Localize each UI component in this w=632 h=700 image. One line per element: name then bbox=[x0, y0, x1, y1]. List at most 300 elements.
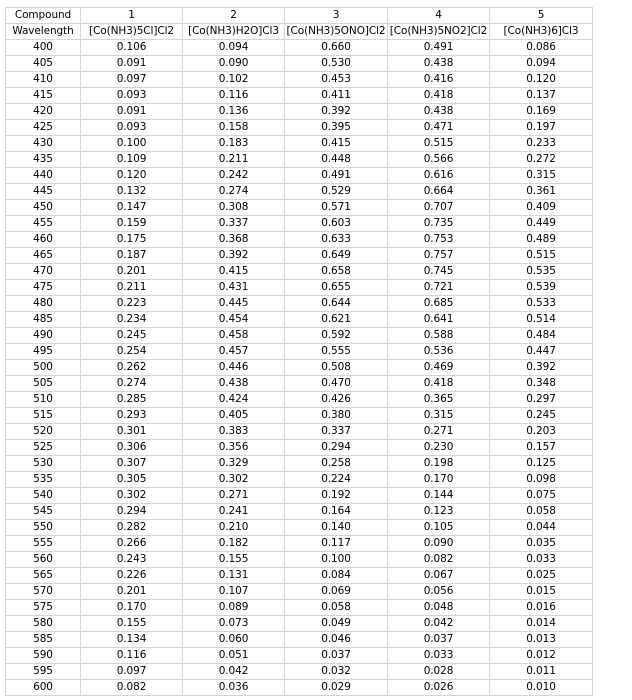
spreadsheet bbox=[5, 7, 593, 696]
wavelength-cell[interactable]: 480 bbox=[6, 296, 81, 312]
absorbance-cell[interactable]: 0.641 bbox=[388, 312, 490, 328]
absorbance-cell[interactable]: 0.315 bbox=[388, 408, 490, 424]
absorbance-cell[interactable]: 0.084 bbox=[285, 568, 388, 584]
table-body bbox=[6, 8, 593, 696]
absorbance-cell[interactable]: 0.395 bbox=[285, 120, 388, 136]
absorbance-cell[interactable]: 0.032 bbox=[285, 664, 388, 680]
table-row bbox=[6, 120, 593, 136]
absorbance-cell[interactable]: 0.197 bbox=[490, 120, 593, 136]
wavelength-cell[interactable]: 405 bbox=[6, 56, 81, 72]
wavelength-cell[interactable]: 450 bbox=[6, 200, 81, 216]
absorbance-cell[interactable]: 0.014 bbox=[490, 616, 593, 632]
absorbance-cell[interactable]: 0.533 bbox=[490, 296, 593, 312]
absorbance-cell[interactable]: 0.033 bbox=[388, 648, 490, 664]
absorbance-cell[interactable]: 0.058 bbox=[285, 600, 388, 616]
table-row bbox=[6, 104, 593, 120]
absorbance-cell[interactable]: 0.102 bbox=[183, 72, 285, 88]
wavelength-cell[interactable]: 545 bbox=[6, 504, 81, 520]
absorbance-cell[interactable]: 0.445 bbox=[183, 296, 285, 312]
wavelength-cell[interactable]: 415 bbox=[6, 88, 81, 104]
absorbance-cell[interactable]: 0.137 bbox=[490, 88, 593, 104]
table-row bbox=[6, 72, 593, 88]
header-cell-formula-5[interactable]: [Co(NH3)6]Cl3 bbox=[490, 24, 593, 40]
wavelength-cell[interactable]: 455 bbox=[6, 216, 81, 232]
absorbance-cell[interactable]: 0.100 bbox=[81, 136, 183, 152]
absorbance-cell[interactable]: 0.438 bbox=[388, 56, 490, 72]
table-row bbox=[6, 584, 593, 600]
table-row bbox=[6, 536, 593, 552]
absorbance-cell[interactable]: 0.418 bbox=[388, 376, 490, 392]
absorbance-cell[interactable]: 0.026 bbox=[388, 680, 490, 696]
absorbance-cell[interactable]: 0.405 bbox=[183, 408, 285, 424]
absorbance-cell[interactable]: 0.446 bbox=[183, 360, 285, 376]
absorbance-cell[interactable]: 0.415 bbox=[183, 264, 285, 280]
absorbance-cell[interactable]: 0.015 bbox=[490, 584, 593, 600]
table-row bbox=[6, 520, 593, 536]
absorbance-cell[interactable]: 0.301 bbox=[81, 424, 183, 440]
table-row bbox=[6, 456, 593, 472]
absorbance-cell[interactable]: 0.042 bbox=[388, 616, 490, 632]
table-row bbox=[6, 616, 593, 632]
absorbance-cell[interactable]: 0.392 bbox=[490, 360, 593, 376]
table-row bbox=[6, 648, 593, 664]
absorbance-cell[interactable]: 0.094 bbox=[183, 40, 285, 56]
absorbance-cell[interactable]: 0.051 bbox=[183, 648, 285, 664]
absorbance-cell[interactable]: 0.245 bbox=[81, 328, 183, 344]
absorbance-cell[interactable]: 0.368 bbox=[183, 232, 285, 248]
absorbance-cell[interactable]: 0.098 bbox=[490, 472, 593, 488]
absorbance-cell[interactable]: 0.132 bbox=[81, 184, 183, 200]
table-row bbox=[6, 488, 593, 504]
absorbance-cell[interactable]: 0.144 bbox=[388, 488, 490, 504]
absorbance-cell[interactable]: 0.753 bbox=[388, 232, 490, 248]
table-row bbox=[6, 248, 593, 264]
table-row bbox=[6, 680, 593, 696]
absorbance-cell[interactable]: 0.588 bbox=[388, 328, 490, 344]
header-cell-formula-2[interactable]: [Co(NH3)H2O]Cl3 bbox=[183, 24, 285, 40]
wavelength-cell[interactable]: 590 bbox=[6, 648, 81, 664]
absorbance-cell[interactable]: 0.266 bbox=[81, 536, 183, 552]
absorbance-cell[interactable]: 0.091 bbox=[81, 104, 183, 120]
absorbance-cell[interactable]: 0.140 bbox=[285, 520, 388, 536]
absorbance-cell[interactable]: 0.091 bbox=[81, 56, 183, 72]
absorbance-cell[interactable]: 0.644 bbox=[285, 296, 388, 312]
absorbance-cell[interactable]: 0.090 bbox=[388, 536, 490, 552]
absorbance-cell[interactable]: 0.175 bbox=[81, 232, 183, 248]
absorbance-cell[interactable]: 0.453 bbox=[285, 72, 388, 88]
header-cell-formula-4[interactable]: [Co(NH3)5NO2]Cl2 bbox=[388, 24, 490, 40]
absorbance-cell[interactable]: 0.302 bbox=[183, 472, 285, 488]
absorbance-cell[interactable]: 0.155 bbox=[183, 552, 285, 568]
absorbance-cell[interactable]: 0.655 bbox=[285, 280, 388, 296]
table-row bbox=[6, 664, 593, 680]
table-row bbox=[6, 40, 593, 56]
absorbance-cell[interactable]: 0.069 bbox=[285, 584, 388, 600]
absorbance-cell[interactable]: 0.415 bbox=[285, 136, 388, 152]
absorbance-cell[interactable]: 0.418 bbox=[388, 88, 490, 104]
absorbance-cell[interactable]: 0.073 bbox=[183, 616, 285, 632]
table-row bbox=[6, 296, 593, 312]
absorbance-cell[interactable]: 0.535 bbox=[490, 264, 593, 280]
absorbance-cell[interactable]: 0.438 bbox=[183, 376, 285, 392]
absorbance-cell[interactable]: 0.164 bbox=[285, 504, 388, 520]
absorbance-cell[interactable]: 0.649 bbox=[285, 248, 388, 264]
absorbance-cell[interactable]: 0.529 bbox=[285, 184, 388, 200]
absorbance-cell[interactable]: 0.198 bbox=[388, 456, 490, 472]
absorbance-cell[interactable]: 0.707 bbox=[388, 200, 490, 216]
wavelength-cell[interactable]: 550 bbox=[6, 520, 81, 536]
absorbance-cell[interactable]: 0.036 bbox=[183, 680, 285, 696]
absorbance-cell[interactable]: 0.258 bbox=[285, 456, 388, 472]
absorbance-cell[interactable]: 0.294 bbox=[81, 504, 183, 520]
absorbance-cell[interactable]: 0.224 bbox=[285, 472, 388, 488]
absorbance-cell[interactable]: 0.539 bbox=[490, 280, 593, 296]
header-cell-compound-4[interactable]: 4 bbox=[388, 8, 490, 24]
absorbance-cell[interactable]: 0.337 bbox=[183, 216, 285, 232]
absorbance-cell[interactable]: 0.337 bbox=[285, 424, 388, 440]
wavelength-cell[interactable]: 445 bbox=[6, 184, 81, 200]
wavelength-cell[interactable]: 525 bbox=[6, 440, 81, 456]
absorbance-cell[interactable]: 0.134 bbox=[81, 632, 183, 648]
absorbance-cell[interactable]: 0.223 bbox=[81, 296, 183, 312]
table-row bbox=[6, 56, 593, 72]
absorbance-cell[interactable]: 0.664 bbox=[388, 184, 490, 200]
absorbance-cell[interactable]: 0.012 bbox=[490, 648, 593, 664]
absorbance-cell[interactable]: 0.120 bbox=[490, 72, 593, 88]
absorbance-cell[interactable]: 0.515 bbox=[490, 248, 593, 264]
header-cell-formula-3[interactable]: [Co(NH3)5ONO]Cl2 bbox=[285, 24, 388, 40]
wavelength-cell[interactable]: 565 bbox=[6, 568, 81, 584]
absorbance-cell[interactable]: 0.203 bbox=[490, 424, 593, 440]
header-cell-formula-1[interactable]: [Co(NH3)5Cl]Cl2 bbox=[81, 24, 183, 40]
absorbance-cell[interactable]: 0.097 bbox=[81, 72, 183, 88]
table-row bbox=[6, 472, 593, 488]
table-row bbox=[6, 200, 593, 216]
absorbance-cell[interactable]: 0.037 bbox=[388, 632, 490, 648]
wavelength-cell[interactable]: 520 bbox=[6, 424, 81, 440]
absorbance-cell[interactable]: 0.230 bbox=[388, 440, 490, 456]
absorbance-cell[interactable]: 0.187 bbox=[81, 248, 183, 264]
table-row bbox=[6, 360, 593, 376]
absorbance-cell[interactable]: 0.431 bbox=[183, 280, 285, 296]
absorbance-cell[interactable]: 0.392 bbox=[183, 248, 285, 264]
absorbance-cell[interactable]: 0.028 bbox=[388, 664, 490, 680]
absorbance-cell[interactable]: 0.416 bbox=[388, 72, 490, 88]
absorbance-cell[interactable]: 0.033 bbox=[490, 552, 593, 568]
absorbance-cell[interactable]: 0.159 bbox=[81, 216, 183, 232]
absorbance-cell[interactable]: 0.447 bbox=[490, 344, 593, 360]
absorbance-cell[interactable]: 0.365 bbox=[388, 392, 490, 408]
absorbance-cell[interactable]: 0.306 bbox=[81, 440, 183, 456]
header-cell-wavelength-label[interactable]: Wavelength bbox=[6, 24, 81, 40]
absorbance-cell[interactable]: 0.242 bbox=[183, 168, 285, 184]
absorbance-cell[interactable]: 0.470 bbox=[285, 376, 388, 392]
table-row bbox=[6, 88, 593, 104]
absorbance-cell[interactable]: 0.016 bbox=[490, 600, 593, 616]
absorbance-cell[interactable]: 0.183 bbox=[183, 136, 285, 152]
absorbance-cell[interactable]: 0.067 bbox=[388, 568, 490, 584]
header-cell-compound-label[interactable]: Compound bbox=[6, 8, 81, 24]
table-row bbox=[6, 600, 593, 616]
header-cell-compound-5[interactable]: 5 bbox=[490, 8, 593, 24]
wavelength-cell[interactable]: 435 bbox=[6, 152, 81, 168]
table-row bbox=[6, 504, 593, 520]
wavelength-cell[interactable]: 460 bbox=[6, 232, 81, 248]
absorbance-cell[interactable]: 0.514 bbox=[490, 312, 593, 328]
wavelength-cell[interactable]: 585 bbox=[6, 632, 81, 648]
absorbance-cell[interactable]: 0.107 bbox=[183, 584, 285, 600]
absorbance-cell[interactable]: 0.356 bbox=[183, 440, 285, 456]
absorbance-cell[interactable]: 0.592 bbox=[285, 328, 388, 344]
wavelength-cell[interactable]: 540 bbox=[6, 488, 81, 504]
absorbance-cell[interactable]: 0.348 bbox=[490, 376, 593, 392]
absorbance-cell[interactable]: 0.383 bbox=[183, 424, 285, 440]
wavelength-cell[interactable]: 420 bbox=[6, 104, 81, 120]
absorbance-cell[interactable]: 0.058 bbox=[490, 504, 593, 520]
absorbance-cell[interactable]: 0.658 bbox=[285, 264, 388, 280]
absorbance-cell[interactable]: 0.489 bbox=[490, 232, 593, 248]
absorbance-cell[interactable]: 0.621 bbox=[285, 312, 388, 328]
absorbance-cell[interactable]: 0.293 bbox=[81, 408, 183, 424]
absorbance-cell[interactable]: 0.233 bbox=[490, 136, 593, 152]
absorbance-cell[interactable]: 0.090 bbox=[183, 56, 285, 72]
absorbance-cell[interactable]: 0.170 bbox=[388, 472, 490, 488]
wavelength-cell[interactable]: 430 bbox=[6, 136, 81, 152]
wavelength-cell[interactable]: 465 bbox=[6, 248, 81, 264]
table-row bbox=[6, 168, 593, 184]
absorbance-cell[interactable]: 0.361 bbox=[490, 184, 593, 200]
absorbance-cell[interactable]: 0.120 bbox=[81, 168, 183, 184]
absorbance-cell[interactable]: 0.105 bbox=[388, 520, 490, 536]
absorbance-cell[interactable]: 0.075 bbox=[490, 488, 593, 504]
absorbance-cell[interactable]: 0.136 bbox=[183, 104, 285, 120]
absorbance-cell[interactable]: 0.089 bbox=[183, 600, 285, 616]
absorbance-cell[interactable]: 0.426 bbox=[285, 392, 388, 408]
absorbance-cell[interactable]: 0.211 bbox=[183, 152, 285, 168]
absorbance-cell[interactable]: 0.305 bbox=[81, 472, 183, 488]
absorbance-cell[interactable]: 0.457 bbox=[183, 344, 285, 360]
absorbance-cell[interactable]: 0.013 bbox=[490, 632, 593, 648]
absorbance-cell[interactable]: 0.106 bbox=[81, 40, 183, 56]
wavelength-cell[interactable]: 510 bbox=[6, 392, 81, 408]
absorbance-cell[interactable]: 0.116 bbox=[81, 648, 183, 664]
absorbance-cell[interactable]: 0.285 bbox=[81, 392, 183, 408]
absorbance-cell[interactable]: 0.471 bbox=[388, 120, 490, 136]
absorbance-cell[interactable]: 0.211 bbox=[81, 280, 183, 296]
absorbance-cell[interactable]: 0.308 bbox=[183, 200, 285, 216]
table-row bbox=[6, 232, 593, 248]
absorbance-cell[interactable]: 0.411 bbox=[285, 88, 388, 104]
absorbance-cell[interactable]: 0.721 bbox=[388, 280, 490, 296]
absorbance-cell[interactable]: 0.097 bbox=[81, 664, 183, 680]
table-row bbox=[6, 152, 593, 168]
absorbance-cell[interactable]: 0.234 bbox=[81, 312, 183, 328]
absorbance-cell[interactable]: 0.010 bbox=[490, 680, 593, 696]
absorbance-cell[interactable]: 0.093 bbox=[81, 88, 183, 104]
absorbance-cell[interactable]: 0.315 bbox=[490, 168, 593, 184]
table-row bbox=[6, 632, 593, 648]
table-row bbox=[6, 344, 593, 360]
absorbance-cell[interactable]: 0.116 bbox=[183, 88, 285, 104]
absorbance-cell[interactable]: 0.616 bbox=[388, 168, 490, 184]
header-cell-compound-1[interactable]: 1 bbox=[81, 8, 183, 24]
absorbance-cell[interactable]: 0.086 bbox=[490, 40, 593, 56]
wavelength-cell[interactable]: 515 bbox=[6, 408, 81, 424]
absorbance-cell[interactable]: 0.201 bbox=[81, 264, 183, 280]
wavelength-cell[interactable]: 490 bbox=[6, 328, 81, 344]
wavelength-cell[interactable]: 595 bbox=[6, 664, 81, 680]
absorbance-cell[interactable]: 0.536 bbox=[388, 344, 490, 360]
absorbance-cell[interactable]: 0.035 bbox=[490, 536, 593, 552]
absorbance-cell[interactable]: 0.147 bbox=[81, 200, 183, 216]
absorbance-cell[interactable]: 0.155 bbox=[81, 616, 183, 632]
absorbance-table bbox=[5, 7, 593, 696]
absorbance-cell[interactable]: 0.745 bbox=[388, 264, 490, 280]
wavelength-cell[interactable]: 425 bbox=[6, 120, 81, 136]
table-row bbox=[6, 216, 593, 232]
absorbance-cell[interactable]: 0.243 bbox=[81, 552, 183, 568]
table-row bbox=[6, 408, 593, 424]
absorbance-cell[interactable]: 0.274 bbox=[81, 376, 183, 392]
absorbance-cell[interactable]: 0.454 bbox=[183, 312, 285, 328]
absorbance-cell[interactable]: 0.169 bbox=[490, 104, 593, 120]
absorbance-cell[interactable]: 0.271 bbox=[183, 488, 285, 504]
absorbance-cell[interactable]: 0.438 bbox=[388, 104, 490, 120]
absorbance-cell[interactable]: 0.274 bbox=[183, 184, 285, 200]
absorbance-cell[interactable]: 0.272 bbox=[490, 152, 593, 168]
wavelength-cell[interactable]: 560 bbox=[6, 552, 81, 568]
absorbance-cell[interactable]: 0.329 bbox=[183, 456, 285, 472]
table-row bbox=[6, 376, 593, 392]
absorbance-cell[interactable]: 0.157 bbox=[490, 440, 593, 456]
absorbance-cell[interactable]: 0.757 bbox=[388, 248, 490, 264]
absorbance-cell[interactable]: 0.048 bbox=[388, 600, 490, 616]
absorbance-cell[interactable]: 0.508 bbox=[285, 360, 388, 376]
absorbance-cell[interactable]: 0.566 bbox=[388, 152, 490, 168]
absorbance-cell[interactable]: 0.056 bbox=[388, 584, 490, 600]
table-row bbox=[6, 136, 593, 152]
absorbance-cell[interactable]: 0.131 bbox=[183, 568, 285, 584]
absorbance-cell[interactable]: 0.449 bbox=[490, 216, 593, 232]
absorbance-cell[interactable]: 0.201 bbox=[81, 584, 183, 600]
absorbance-cell[interactable]: 0.469 bbox=[388, 360, 490, 376]
absorbance-cell[interactable]: 0.241 bbox=[183, 504, 285, 520]
absorbance-cell[interactable]: 0.025 bbox=[490, 568, 593, 584]
absorbance-cell[interactable]: 0.060 bbox=[183, 632, 285, 648]
wavelength-cell[interactable]: 500 bbox=[6, 360, 81, 376]
absorbance-cell[interactable]: 0.448 bbox=[285, 152, 388, 168]
table-row bbox=[6, 440, 593, 456]
header-cell-compound-3[interactable]: 3 bbox=[285, 8, 388, 24]
absorbance-cell[interactable]: 0.158 bbox=[183, 120, 285, 136]
table-row bbox=[6, 392, 593, 408]
absorbance-cell[interactable]: 0.424 bbox=[183, 392, 285, 408]
absorbance-cell[interactable]: 0.271 bbox=[388, 424, 490, 440]
absorbance-cell[interactable]: 0.392 bbox=[285, 104, 388, 120]
absorbance-cell[interactable]: 0.294 bbox=[285, 440, 388, 456]
wavelength-cell[interactable]: 580 bbox=[6, 616, 81, 632]
absorbance-cell[interactable]: 0.123 bbox=[388, 504, 490, 520]
absorbance-cell[interactable]: 0.530 bbox=[285, 56, 388, 72]
absorbance-cell[interactable]: 0.182 bbox=[183, 536, 285, 552]
absorbance-cell[interactable]: 0.409 bbox=[490, 200, 593, 216]
wavelength-cell[interactable]: 575 bbox=[6, 600, 81, 616]
header-cell-compound-2[interactable]: 2 bbox=[183, 8, 285, 24]
absorbance-cell[interactable]: 0.109 bbox=[81, 152, 183, 168]
wavelength-cell[interactable]: 530 bbox=[6, 456, 81, 472]
absorbance-cell[interactable]: 0.029 bbox=[285, 680, 388, 696]
absorbance-cell[interactable]: 0.458 bbox=[183, 328, 285, 344]
absorbance-cell[interactable]: 0.282 bbox=[81, 520, 183, 536]
absorbance-cell[interactable]: 0.735 bbox=[388, 216, 490, 232]
absorbance-cell[interactable]: 0.210 bbox=[183, 520, 285, 536]
absorbance-cell[interactable]: 0.491 bbox=[388, 40, 490, 56]
absorbance-cell[interactable]: 0.555 bbox=[285, 344, 388, 360]
absorbance-cell[interactable]: 0.049 bbox=[285, 616, 388, 632]
absorbance-cell[interactable]: 0.302 bbox=[81, 488, 183, 504]
absorbance-cell[interactable]: 0.633 bbox=[285, 232, 388, 248]
wavelength-cell[interactable]: 505 bbox=[6, 376, 81, 392]
absorbance-cell[interactable]: 0.262 bbox=[81, 360, 183, 376]
wavelength-cell[interactable]: 570 bbox=[6, 584, 81, 600]
absorbance-cell[interactable]: 0.125 bbox=[490, 456, 593, 472]
wavelength-cell[interactable]: 440 bbox=[6, 168, 81, 184]
header-row-compound bbox=[6, 8, 593, 24]
absorbance-cell[interactable]: 0.515 bbox=[388, 136, 490, 152]
absorbance-cell[interactable]: 0.044 bbox=[490, 520, 593, 536]
wavelength-cell[interactable]: 400 bbox=[6, 40, 81, 56]
absorbance-cell[interactable]: 0.192 bbox=[285, 488, 388, 504]
wavelength-cell[interactable]: 475 bbox=[6, 280, 81, 296]
wavelength-cell[interactable]: 600 bbox=[6, 680, 81, 696]
table-row bbox=[6, 264, 593, 280]
absorbance-cell[interactable]: 0.046 bbox=[285, 632, 388, 648]
absorbance-cell[interactable]: 0.571 bbox=[285, 200, 388, 216]
absorbance-cell[interactable]: 0.082 bbox=[81, 680, 183, 696]
absorbance-cell[interactable]: 0.484 bbox=[490, 328, 593, 344]
table-row bbox=[6, 184, 593, 200]
table-row bbox=[6, 552, 593, 568]
absorbance-cell[interactable]: 0.491 bbox=[285, 168, 388, 184]
wavelength-cell[interactable]: 555 bbox=[6, 536, 81, 552]
wavelength-cell[interactable]: 410 bbox=[6, 72, 81, 88]
wavelength-cell[interactable]: 535 bbox=[6, 472, 81, 488]
wavelength-cell[interactable]: 495 bbox=[6, 344, 81, 360]
absorbance-cell[interactable]: 0.037 bbox=[285, 648, 388, 664]
absorbance-cell[interactable]: 0.011 bbox=[490, 664, 593, 680]
absorbance-cell[interactable]: 0.170 bbox=[81, 600, 183, 616]
absorbance-cell[interactable]: 0.245 bbox=[490, 408, 593, 424]
absorbance-cell[interactable]: 0.685 bbox=[388, 296, 490, 312]
wavelength-cell[interactable]: 470 bbox=[6, 264, 81, 280]
table-row bbox=[6, 568, 593, 584]
absorbance-cell[interactable]: 0.380 bbox=[285, 408, 388, 424]
absorbance-cell[interactable]: 0.660 bbox=[285, 40, 388, 56]
absorbance-cell[interactable]: 0.100 bbox=[285, 552, 388, 568]
absorbance-cell[interactable]: 0.297 bbox=[490, 392, 593, 408]
absorbance-cell[interactable]: 0.117 bbox=[285, 536, 388, 552]
absorbance-cell[interactable]: 0.094 bbox=[490, 56, 593, 72]
absorbance-cell[interactable]: 0.093 bbox=[81, 120, 183, 136]
absorbance-cell[interactable]: 0.254 bbox=[81, 344, 183, 360]
table-row bbox=[6, 280, 593, 296]
absorbance-cell[interactable]: 0.307 bbox=[81, 456, 183, 472]
wavelength-cell[interactable]: 485 bbox=[6, 312, 81, 328]
absorbance-cell[interactable]: 0.226 bbox=[81, 568, 183, 584]
absorbance-cell[interactable]: 0.603 bbox=[285, 216, 388, 232]
absorbance-cell[interactable]: 0.042 bbox=[183, 664, 285, 680]
absorbance-cell[interactable]: 0.082 bbox=[388, 552, 490, 568]
